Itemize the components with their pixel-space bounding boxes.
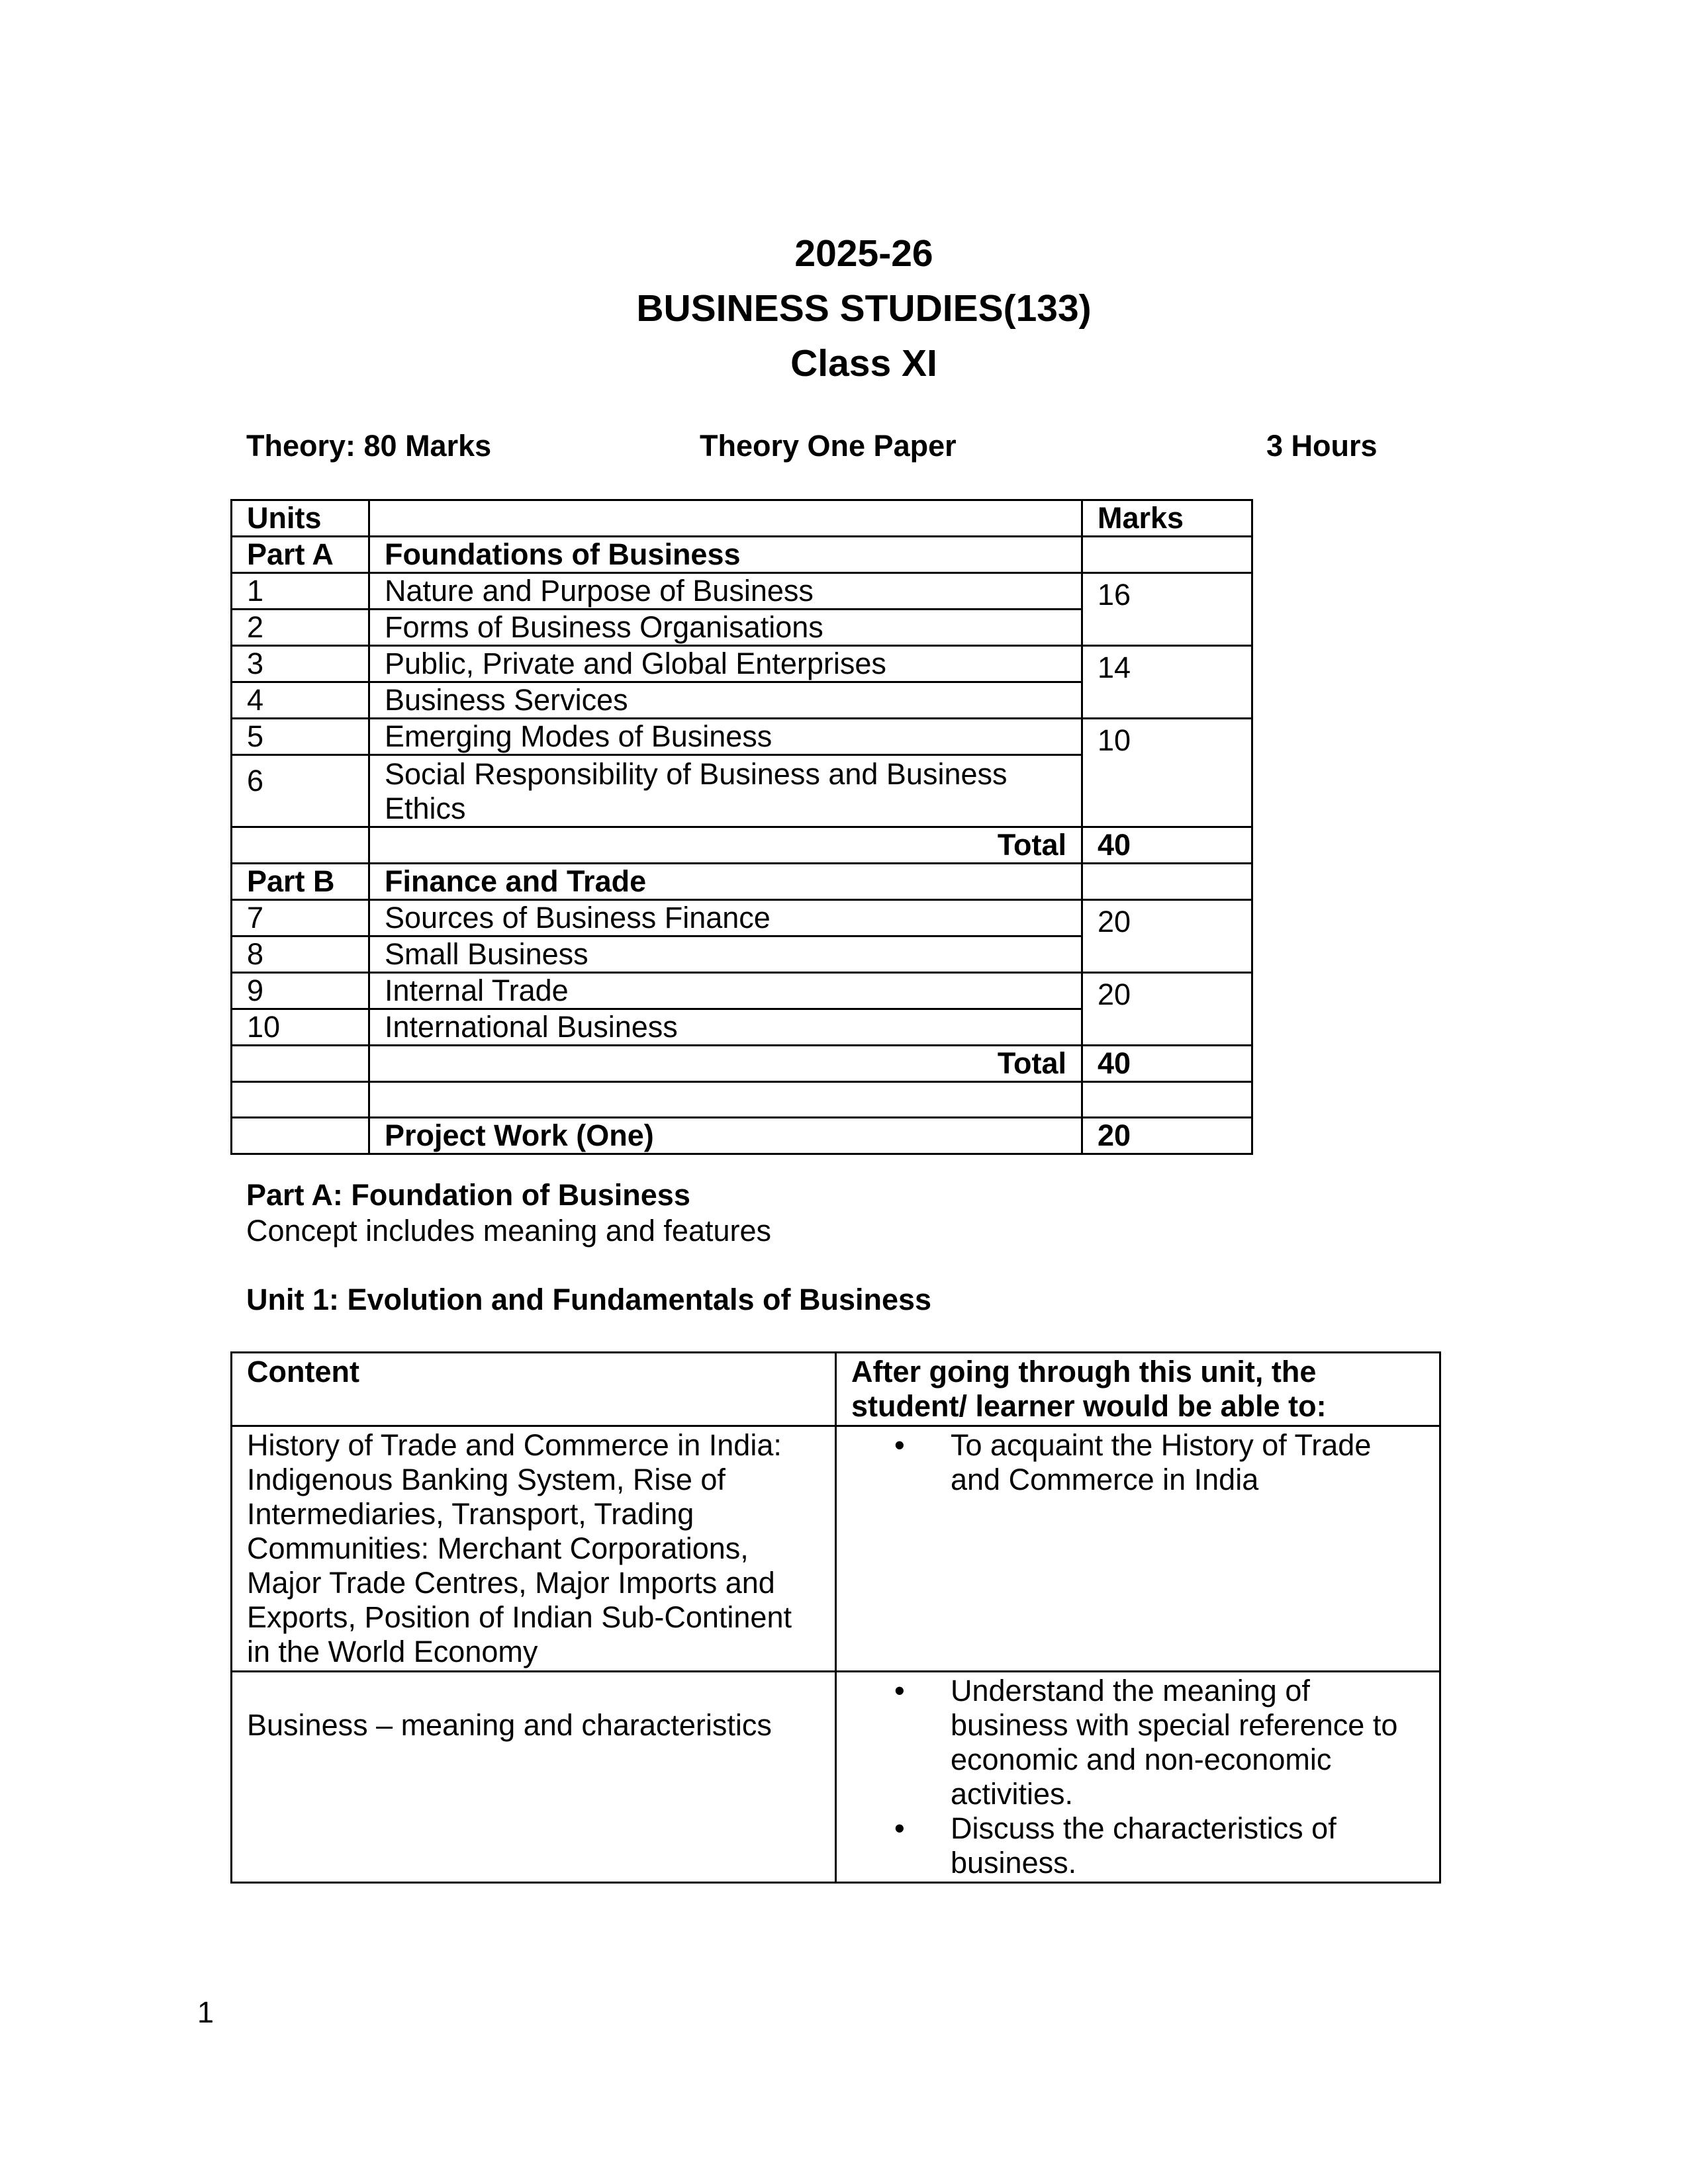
unit-number: 8 <box>232 936 369 973</box>
empty-row <box>232 1082 1252 1118</box>
content-cell: History of Trade and Commerce in India: Indigenous Banking System, Rise of Intermediaries, Transport, Trading Communities: Merchant Corporations, Major Trade Centres, Major Imports and Exports, Position of Indian Sub-Continent in the World Economy <box>232 1426 836 1672</box>
unit-number: 3 <box>232 646 369 682</box>
total-row <box>232 827 1252 864</box>
unit-name: Social Responsibility of Business and Business Ethics <box>369 755 1082 827</box>
empty-cell <box>1082 1082 1252 1118</box>
year-heading: 2025-26 <box>794 232 933 275</box>
empty-cell <box>232 1082 369 1118</box>
unit-name: International Business <box>369 1009 1082 1046</box>
marks-header: Marks <box>1082 500 1252 537</box>
unit-number: 4 <box>232 682 369 719</box>
units-header: Units <box>232 500 369 537</box>
unit-number: 1 <box>232 573 369 610</box>
theory-paper: Theory One Paper <box>700 429 957 463</box>
empty-cell <box>232 1046 369 1082</box>
table-row <box>232 646 1252 682</box>
page-number: 1 <box>197 1995 214 2029</box>
unit-marks: 14 <box>1082 646 1252 719</box>
unit-marks: 16 <box>1082 573 1252 646</box>
outcome-item: • Understand the meaning of business with special reference to economic and non-economic activities. <box>951 1674 1413 1811</box>
unit-content-table <box>230 1351 1441 1884</box>
unit-title: Unit 1: Evolution and Fundamentals of Business <box>246 1283 932 1316</box>
total-label: Total <box>369 1046 1082 1082</box>
unit-number: 2 <box>232 610 369 646</box>
unit-marks: 20 <box>1082 973 1252 1046</box>
table-row <box>232 900 1252 936</box>
empty-cell <box>232 1118 369 1154</box>
project-label: Project Work (One) <box>369 1118 1082 1154</box>
table-row <box>232 537 1252 573</box>
table-row <box>232 1672 1440 1883</box>
empty-cell <box>369 1082 1082 1118</box>
part-a-total: 40 <box>1082 827 1252 864</box>
unit-marks: 10 <box>1082 719 1252 827</box>
empty-cell <box>369 500 1082 537</box>
unit-name: Emerging Modes of Business <box>369 719 1082 755</box>
part-label: Part A <box>232 537 369 573</box>
table-header-row <box>232 1353 1440 1426</box>
theory-marks: Theory: 80 Marks <box>246 429 492 463</box>
unit-number: 6 <box>232 755 369 827</box>
table-row <box>232 1426 1440 1672</box>
section-title: Part A: Foundation of Business <box>246 1178 690 1212</box>
part-title: Foundations of Business <box>369 537 1082 573</box>
unit-marks: 20 <box>1082 900 1252 973</box>
unit-name: Business Services <box>369 682 1082 719</box>
total-row <box>232 1046 1252 1082</box>
outcome-item: • To acquaint the History of Trade and Commerce in India <box>951 1428 1425 1497</box>
unit-name: Forms of Business Organisations <box>369 610 1082 646</box>
table-row <box>232 573 1252 610</box>
subject-heading: BUSINESS STUDIES(133) <box>636 287 1092 330</box>
total-label: Total <box>369 827 1082 864</box>
marks-distribution-table <box>230 499 1253 1155</box>
empty-cell <box>232 827 369 864</box>
empty-cell <box>1082 864 1252 900</box>
project-row <box>232 1118 1252 1154</box>
unit-number: 7 <box>232 900 369 936</box>
content-header: Content <box>232 1353 836 1426</box>
duration: 3 Hours <box>1266 429 1378 463</box>
unit-name: Sources of Business Finance <box>369 900 1082 936</box>
outcome-item: • Discuss the characteristics of business. <box>951 1811 1413 1880</box>
outcomes-cell <box>836 1672 1440 1883</box>
table-row <box>232 719 1252 755</box>
class-heading: Class XI <box>790 342 937 385</box>
section-note: Concept includes meaning and features <box>246 1214 772 1248</box>
unit-number: 9 <box>232 973 369 1009</box>
table-header-row <box>232 500 1252 537</box>
part-title: Finance and Trade <box>369 864 1082 900</box>
empty-cell <box>1082 537 1252 573</box>
content-cell: Business – meaning and characteristics <box>232 1672 836 1883</box>
outcomes-header: After going through this unit, the student/ learner would be able to: <box>836 1353 1440 1426</box>
unit-name: Public, Private and Global Enterprises <box>369 646 1082 682</box>
unit-name: Small Business <box>369 936 1082 973</box>
unit-number: 10 <box>232 1009 369 1046</box>
outcomes-cell <box>836 1426 1440 1672</box>
table-row <box>232 864 1252 900</box>
table-row <box>232 973 1252 1009</box>
part-label: Part B <box>232 864 369 900</box>
unit-name: Internal Trade <box>369 973 1082 1009</box>
project-marks: 20 <box>1082 1118 1252 1154</box>
unit-number: 5 <box>232 719 369 755</box>
part-b-total: 40 <box>1082 1046 1252 1082</box>
unit-name: Nature and Purpose of Business <box>369 573 1082 610</box>
